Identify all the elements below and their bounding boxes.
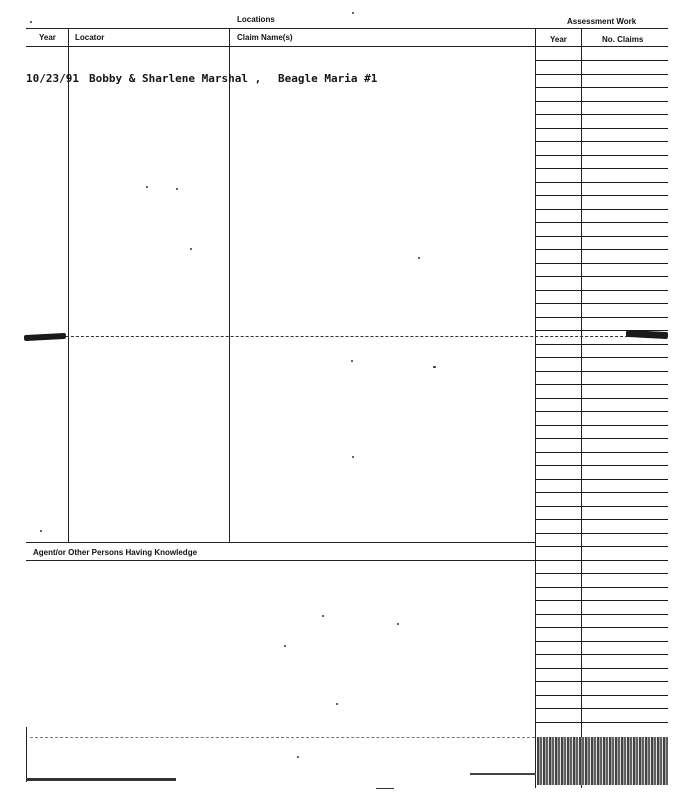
speck <box>176 188 178 190</box>
ledger-row-line <box>535 641 668 642</box>
page-footer-mark <box>376 788 394 789</box>
ledger-row-line <box>535 155 668 156</box>
locations-group-header: Locations <box>237 15 275 24</box>
ledger-row-line <box>535 74 668 75</box>
ledger-row-line <box>535 519 668 520</box>
ledger-row-line <box>535 344 668 345</box>
ledger-row-line <box>535 276 668 277</box>
speck <box>397 623 399 625</box>
bottom-dashed-line <box>30 737 535 738</box>
locator-column-header: Locator <box>75 33 105 42</box>
ledger-row-line <box>535 722 668 723</box>
ledger-row-line <box>535 506 668 507</box>
ledger-row-line <box>535 87 668 88</box>
ledger-row-line <box>535 627 668 628</box>
ledger-row-line <box>535 222 668 223</box>
speck <box>297 756 299 758</box>
ledger-row-line <box>535 479 668 480</box>
ledger-row-line <box>535 114 668 115</box>
locator-claims-divider <box>229 28 230 542</box>
speck <box>30 21 32 23</box>
ledger-row-line <box>535 101 668 102</box>
ledger-row-line <box>535 573 668 574</box>
ledger-row-line <box>535 452 668 453</box>
year-locator-divider <box>68 28 69 542</box>
year-column-header: Year <box>39 33 56 42</box>
ledger-row-line <box>535 330 668 331</box>
speck <box>40 530 42 532</box>
ledger-row-line <box>535 600 668 601</box>
ledger-row-line <box>535 492 668 493</box>
ledger-row-line <box>535 141 668 142</box>
ledger-row-line <box>535 708 668 709</box>
ledger-row-line <box>535 263 668 264</box>
speck <box>336 703 338 705</box>
bottom-left-bracket <box>26 727 27 782</box>
assessment-year-column-header: Year <box>550 35 567 44</box>
agent-section-label: Agent/or Other Persons Having Knowledge <box>33 548 198 557</box>
ledger-row-line <box>535 533 668 534</box>
agent-section-top-rule <box>26 542 536 543</box>
ledger-row-line <box>535 668 668 669</box>
speck <box>190 248 192 250</box>
right-margin-mark <box>626 330 668 339</box>
assessment-year-claims-divider <box>581 28 582 788</box>
header-top-rule <box>26 28 668 29</box>
assessment-work-group-header: Assessment Work <box>567 17 637 26</box>
claim-names-column-header: Claim Name(s) <box>237 33 293 42</box>
speck <box>433 366 436 368</box>
ledger-row-line <box>535 465 668 466</box>
ledger-row-line <box>535 290 668 291</box>
ledger-row-line <box>535 128 668 129</box>
bottom-scan-rule-right <box>470 773 536 775</box>
no-claims-column-header: No. Claims <box>602 35 644 44</box>
entry-locator: Bobby & Sharlene Marshal , <box>89 72 262 85</box>
ledger-row-line <box>535 438 668 439</box>
ledger-row-line <box>535 695 668 696</box>
ledger-row-line <box>535 587 668 588</box>
ledger-row-line <box>535 168 668 169</box>
ledger-row-line <box>535 681 668 682</box>
ledger-row-line <box>535 357 668 358</box>
ledger-row-line <box>535 182 668 183</box>
ledger-row-line <box>535 303 668 304</box>
ledger-row-line <box>535 195 668 196</box>
ledger-row-line <box>535 398 668 399</box>
ledger-row-line <box>535 249 668 250</box>
ledger-row-line <box>535 209 668 210</box>
speck <box>352 12 354 14</box>
entry-year: 10/23/91 <box>26 72 79 85</box>
ledger-row-line <box>535 654 668 655</box>
speck <box>352 456 354 458</box>
bottom-scan-rule <box>26 778 176 781</box>
ledger-row-line <box>535 384 668 385</box>
entry-claim-names: Beagle Maria #1 <box>278 72 378 85</box>
ledger-row-line <box>535 411 668 412</box>
ledger-row-line <box>535 60 668 61</box>
speck <box>284 645 286 647</box>
left-margin-mark <box>24 333 66 341</box>
ledger-row-line <box>535 560 668 561</box>
ledger-row-line <box>535 236 668 237</box>
ledger-row-line <box>535 614 668 615</box>
column-header-rule <box>26 46 668 47</box>
ledger-row-line <box>535 371 668 372</box>
speck <box>351 360 353 362</box>
speck <box>322 615 324 617</box>
ledger-row-line <box>535 425 668 426</box>
scan-noise-block <box>537 737 668 785</box>
claims-assessment-divider <box>535 28 536 788</box>
ledger-row-line <box>535 546 668 547</box>
speck <box>418 257 420 259</box>
mid-section-dashed-line <box>26 336 668 337</box>
speck <box>146 186 148 188</box>
agent-section-bottom-rule <box>26 560 536 561</box>
ledger-row-line <box>535 317 668 318</box>
